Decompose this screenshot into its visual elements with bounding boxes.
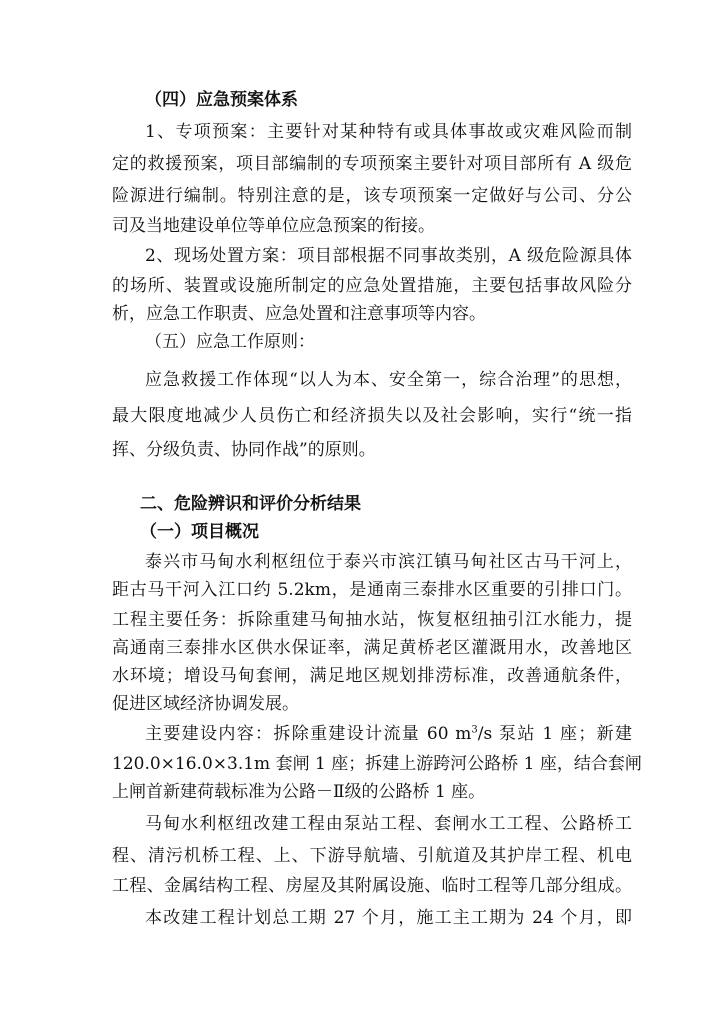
paragraph-line: 本改建工程计划总工期 27 个月，施工主工期为 24 个月，即 (145, 908, 632, 928)
superscript-3: 3 (471, 724, 478, 736)
paragraph-line: 的场所、装置或设施所制定的应急处置措施，主要包括事故风险分 (112, 276, 632, 296)
paragraph-line: 定的救援预案，项目部编制的专项预案主要针对项目部所有 A 级危 (112, 154, 632, 174)
paragraph-line: 距古马干河入江口约 5.2km，是通南三泰排水区重要的引排口门。 (112, 580, 632, 600)
heading-emergency-plan-system: （四）应急预案体系 (145, 90, 298, 110)
paragraph-line: 泰兴市马甸水利枢纽位于泰兴市滨江镇马甸社区古马干河上， (145, 552, 632, 572)
paragraph-line: 高通南三泰排水区供水保证率，满足黄桥老区灌溉用水，改善地区 (112, 638, 632, 658)
text-fragment: 主要建设内容：拆除重建设计流量 60 m (145, 724, 472, 744)
heading-hazard-identification: 二、危险辨识和评价分析结果 (140, 494, 361, 514)
paragraph-line: 应急救援工作体现“以人为本、安全第一，综合治理”的思想， (145, 370, 632, 390)
paragraph-line: 司及当地建设单位等单位应急预案的衔接。 (112, 216, 435, 236)
text-fragment: /s 泵站 1 座；新建 (477, 724, 633, 744)
paragraph-line: 最大限度地减少人员伤亡和经济损失以及社会影响，实行“统一指 (112, 406, 632, 426)
paragraph-line: 工程主要任务：拆除重建马甸抽水站，恢复枢纽抽引江水能力，提 (112, 610, 632, 630)
paragraph-line: 上闸首新建荷载标准为公路－Ⅱ级的公路桥 1 座。 (112, 782, 486, 802)
paragraph-line: 水环境；增设马甸套闸，满足地区规划排涝标准，改善通航条件， (112, 666, 632, 686)
paragraph-line: 马甸水利枢纽改建工程由泵站工程、套闸水工工程、公路桥工 (145, 814, 632, 834)
paragraph-line: 程、清污机桥工程、上、下游导航墙、引航道及其护岸工程、机电 (112, 846, 632, 866)
paragraph-line (145, 724, 632, 744)
heading-emergency-principles: （五）应急工作原则： (145, 332, 315, 352)
paragraph-line: 促进区域经济协调发展。 (112, 694, 299, 714)
paragraph-line: 工程、金属结构工程、房屋及其附属设施、临时工程等几部分组成。 (112, 876, 632, 896)
paragraph-line: 挥、分级负责、协同作战”的原则。 (112, 440, 376, 460)
paragraph-line: 1、专项预案：主要针对某种特有或具体事故或灾难风险而制 (145, 122, 632, 142)
paragraph-line: 120.0×16.0×3.1m 套闸 1 座；拆建上游跨河公路桥 1 座，结合套闸 (112, 754, 642, 774)
paragraph-line: 析，应急工作职责、应急处置和注意事项等内容。 (112, 304, 486, 324)
heading-project-overview: （一）项目概况 (140, 522, 259, 542)
paragraph-line: 险源进行编制。特别注意的是，该专项预案一定做好与公司、分公 (112, 186, 632, 206)
paragraph-line: 2、现场处置方案：项目部根据不同事故类别，A 级危险源具体 (145, 246, 632, 266)
